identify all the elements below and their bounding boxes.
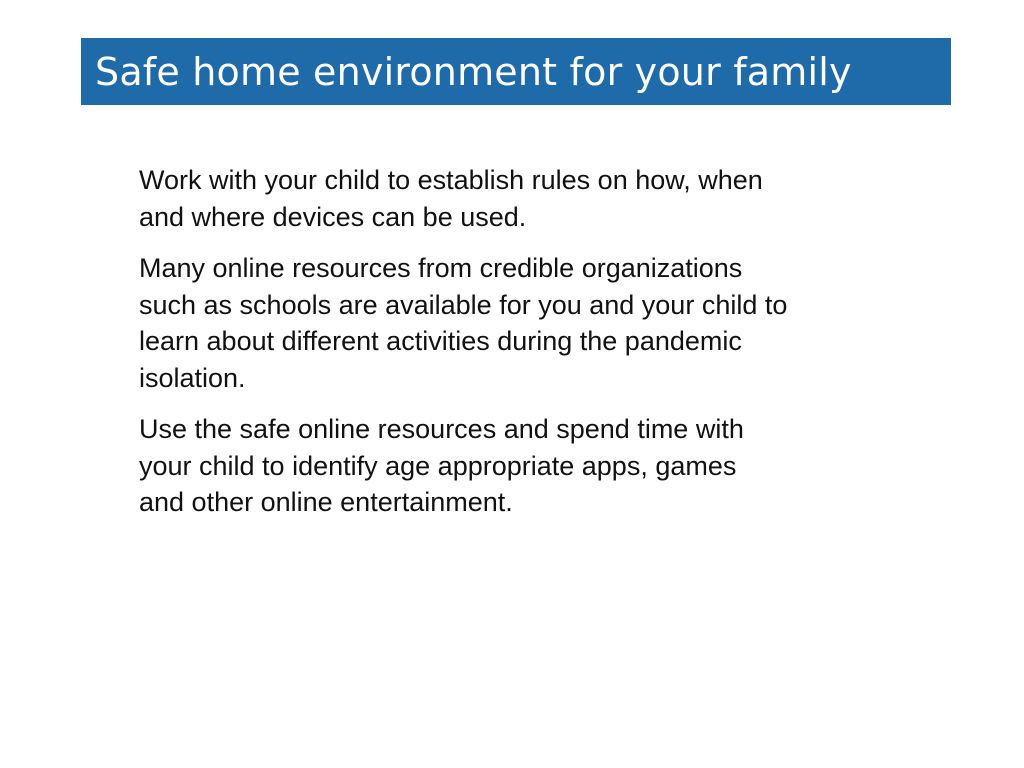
slide-body xyxy=(139,162,899,536)
paragraph-resources: Many online resources from credible organizations such as schools are available for you and your child to learn about different activities during the pandemic isolation. xyxy=(139,253,788,393)
title-bar xyxy=(81,38,951,105)
slide-title: Safe home environment for your family xyxy=(95,49,852,94)
paragraph-rules: Work with your child to establish rules on how, when and where devices can be used. xyxy=(139,165,763,232)
paragraph-safe-online: Use the safe online resources and spend time with your child to identify age appropriate apps, games and other online entertainment. xyxy=(139,414,744,517)
